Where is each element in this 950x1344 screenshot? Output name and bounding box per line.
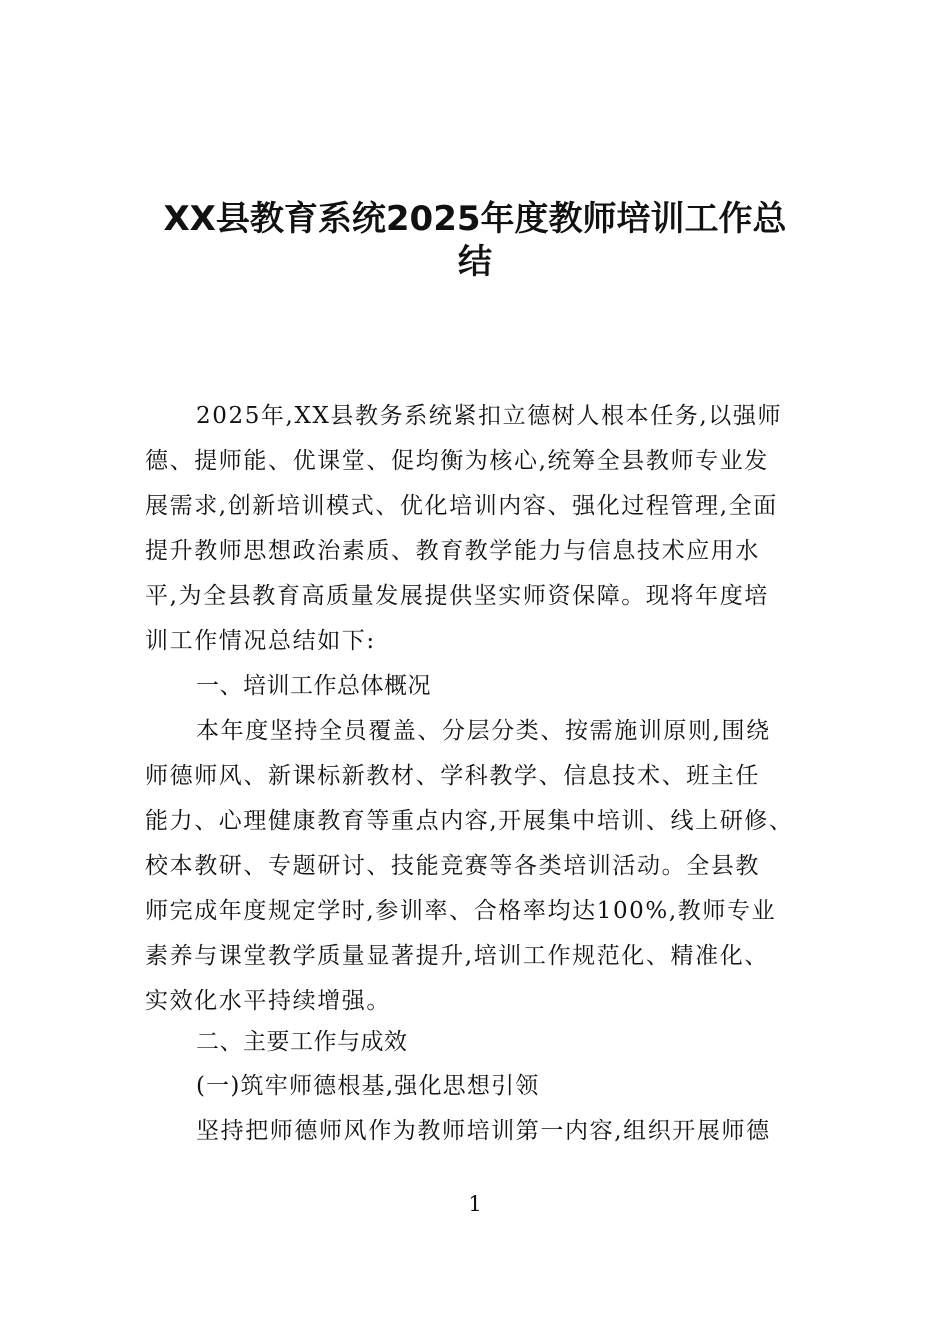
section-heading-2: 二、主要工作与成效	[196, 1029, 408, 1055]
intro-line: 2025年,XX县教务系统紧扣立德树人根本任务,以强师	[196, 403, 783, 429]
intro-line: 平,为全县教育高质量发展提供坚实师资保障。现将年度培	[145, 583, 769, 609]
document-title-line-1: XX县教育系统2025年度教师培训工作总	[163, 199, 787, 239]
section1-line: 校本教研、专题研讨、技能竞赛等各类培训活动。全县教	[145, 853, 760, 879]
section1-line: 本年度坚持全员覆盖、分层分类、按需施训原则,围绕	[196, 718, 771, 744]
section1-line: 素养与课堂教学质量显著提升,培训工作规范化、精准化、	[145, 943, 769, 969]
subsection1-line: 坚持把师德师风作为教师培训第一内容,组织开展师德	[196, 1118, 771, 1144]
intro-line: 展需求,创新培训模式、优化培训内容、强化过程管理,全面	[145, 493, 778, 519]
page-number: 1	[468, 1192, 482, 1216]
section1-line: 实效化水平持续增强。	[145, 988, 391, 1014]
subsection-heading-1: (一)筑牢师德根基,强化思想引领	[196, 1073, 540, 1099]
section1-line: 师完成年度规定学时,参训率、合格率均达100%,教师专业	[145, 898, 777, 924]
intro-line: 提升教师思想政治素质、教育教学能力与信息技术应用水	[145, 538, 760, 564]
intro-line: 训工作情况总结如下:	[145, 628, 376, 654]
section1-line: 能力、心理健康教育等重点内容,开展集中培训、线上研修、	[145, 808, 794, 834]
section-heading-1: 一、培训工作总体概况	[196, 673, 431, 699]
document-title-line-2: 结	[458, 242, 492, 282]
section1-line: 师德师风、新课标新教材、学科教学、信息技术、班主任	[145, 763, 760, 789]
intro-line: 德、提师能、优课堂、促均衡为核心,统筹全县教师专业发	[145, 448, 769, 474]
